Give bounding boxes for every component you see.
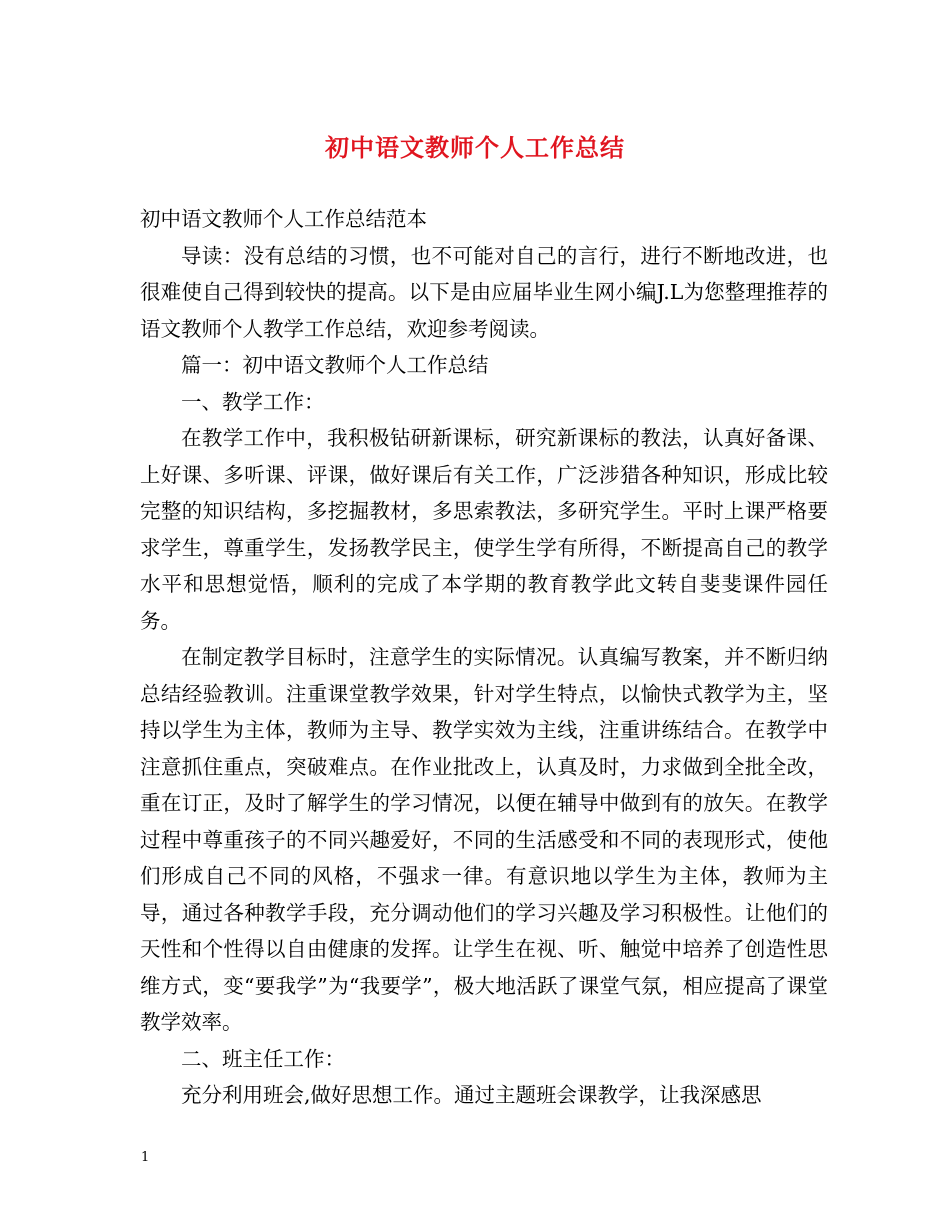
- section-heading-part-one: 篇一：初中语文教师个人工作总结: [181, 353, 489, 377]
- section-heading-teaching: 一、教学工作：: [181, 389, 325, 414]
- document-subtitle: 初中语文教师个人工作总结范本: [140, 207, 427, 231]
- page-number: 1: [141, 1150, 150, 1165]
- document-body: [140, 201, 828, 1114]
- intro-paragraph: 导读：没有总结的习惯，也不可能对自己的言行，进行不断地改进，也很难使自己得到较快的提高。以下是由应届毕业生网小编J.L为您整理推荐的语文教师个人教学工作总结，欢迎参考阅读。: [140, 243, 828, 341]
- teaching-paragraph-1: 在教学工作中，我积极钻研新课标，研究新课标的教法，认真好备课、上好课、多听课、评课，做好课后有关工作，广泛涉猎各种知识，形成比较完整的知识结构，多挖掘教材，多思索教法，多研究学生。平时上课严格要求学生，尊重学生，发扬教学民主，使学生学有所得，不断提高自己的教学水平和思想觉悟，顺利的完成了本学期的教育教学此文转自斐斐课件园任务。: [140, 426, 828, 633]
- class-teacher-paragraph: 充分利用班会,做好思想工作。通过主题班会课教学，让我深感思: [181, 1083, 762, 1107]
- teaching-paragraph-2: 在制定教学目标时，注意学生的实际情况。认真编写教案，并不断归纳总结经验教训。注重课堂教学效果，针对学生特点，以愉快式教学为主，坚持以学生为主体，教师为主导、教学实效为主线，注重讲练结合。在教学中注意抓住重点，突破难点。在作业批改上，认真及时，力求做到全批全改，重在订正，及时了解学生的学习情况，以便在辅导中做到有的放矢。在教学过程中尊重孩子的不同兴趣爱好，不同的生活感受和不同的表现形式，使他们形成自己不同的风格，不强求一律。有意识地以学生为主体，教师为主导，通过各种教学手段，充分调动他们的学习兴趣及学习积极性。让他们的天性和个性得以自由健康的发挥。让学生在视、听、触觉中培养了创造性思维方式，变“要我学”为“我要学”，极大地活跃了课堂气氛，相应提高了课堂教学效率。: [140, 645, 828, 1034]
- section-heading-class-teacher: 二、班主任工作：: [181, 1046, 345, 1071]
- document-title: 初中语文教师个人工作总结: [325, 133, 625, 162]
